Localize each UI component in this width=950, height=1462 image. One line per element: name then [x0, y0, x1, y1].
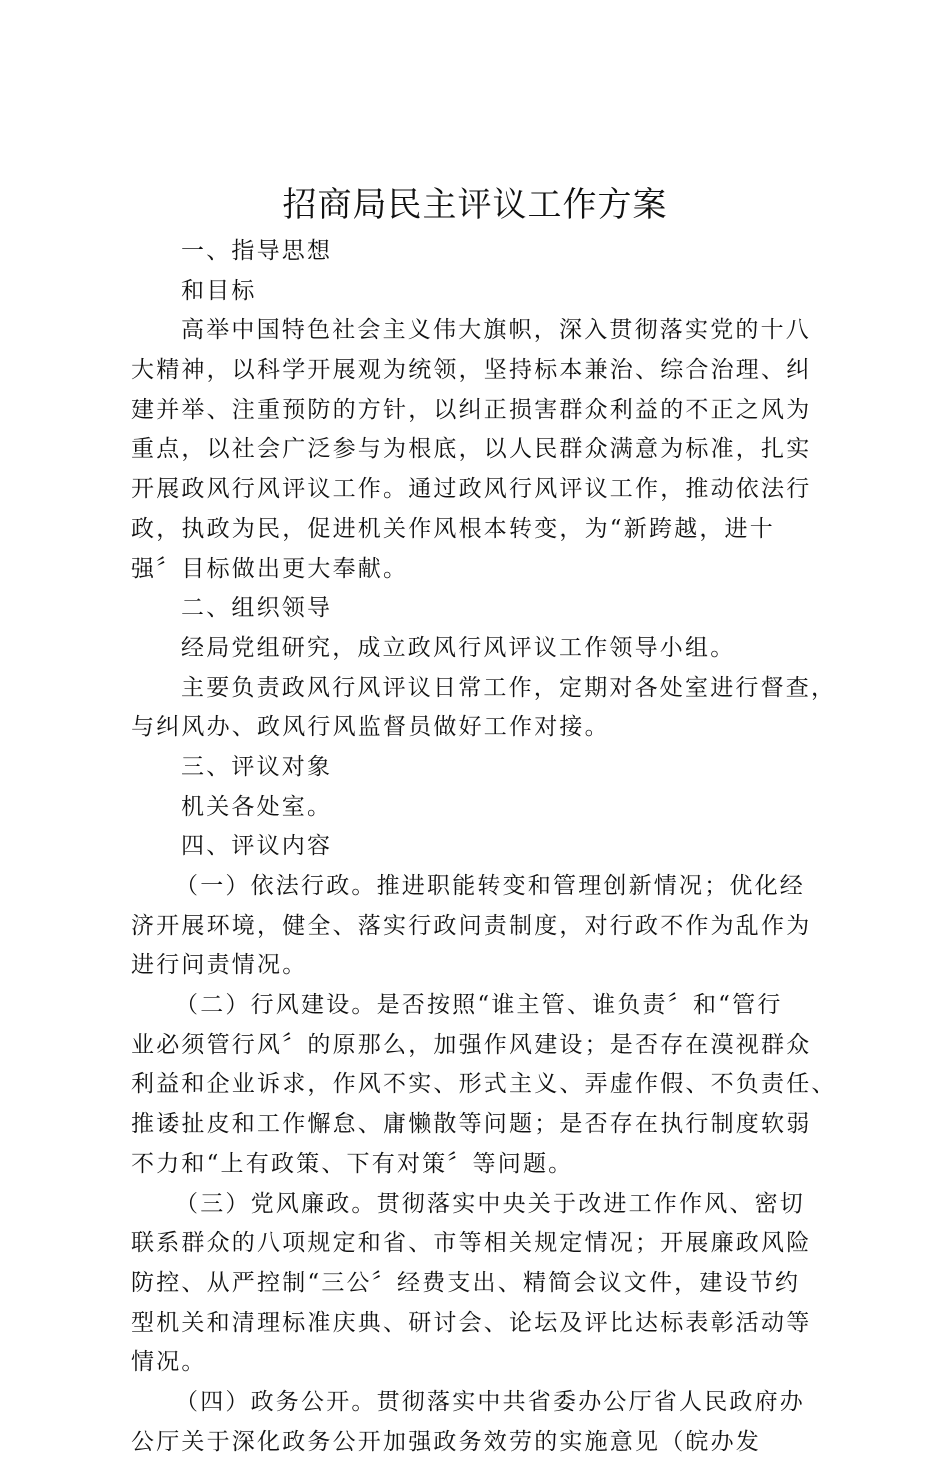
text-line: 强〞目标做出更大奉献。	[131, 555, 409, 582]
text-line: 重点，以社会广泛参与为根底，以人民群众满意为标准，扎实	[131, 436, 812, 463]
document-title: 招商局民主评议工作方案	[282, 185, 668, 225]
text-line: （一）依法行政。推进职能转变和管理创新情况；优化经	[175, 873, 805, 899]
text-line: 业必须管行风〞的原那么，加强作风建设；是否存在漠视群众	[131, 1031, 812, 1058]
text-line: 情况。	[131, 1349, 207, 1376]
text-line: 经局党组研究，成立政风行风评议工作领导小组。	[181, 634, 736, 661]
text-line: 进行问责情况。	[131, 952, 308, 979]
text-line: 开展政风行风评议工作。通过政风行风评议工作，推动依法行	[131, 476, 812, 503]
text-line: 二、组织领导	[181, 595, 333, 622]
text-line: （三）党风廉政。贯彻落实中央关于改进工作作风、密切	[175, 1190, 805, 1217]
text-line: 一、指导思想	[181, 238, 333, 264]
text-line: 不力和“上有政策、下有对策〞等问题。	[131, 1150, 574, 1177]
text-line: 联系群众的八项规定和省、市等相关规定情况；开展廉政风险	[131, 1230, 812, 1257]
text-line: 型机关和清理标准庆典、研讨会、论坛及评比达标表彰活动等	[131, 1309, 812, 1336]
text-line: （四）政务公开。贯彻落实中共省委办公厅省人民政府办	[175, 1388, 805, 1415]
text-line: 与纠风办、政风行风监督员做好工作对接。	[131, 714, 610, 741]
text-line: 四、评议内容	[181, 833, 333, 860]
text-line: 三、评议对象	[181, 753, 333, 780]
text-line: 大精神，以科学开展观为统领，坚持标本兼治、综合治理、纠	[131, 357, 812, 384]
text-line: 利益和企业诉求，作风不实、形式主义、弄虚作假、不负责任、	[131, 1071, 837, 1098]
text-line: 政，执政为民，促进机关作风根本转变，为“新跨越，进十	[131, 515, 775, 542]
text-line: 和目标	[181, 277, 257, 304]
text-line: 防控、从严控制“三公〞经费支出、精简会议文件，建设节约	[131, 1269, 801, 1296]
text-line: 公厅关于深化政务公开加强政务效劳的实施意见（皖办发	[131, 1428, 761, 1455]
text-line: 济开展环境，健全、落实行政问责制度，对行政不作为乱作为	[131, 912, 812, 939]
text-line: 机关各处室。	[181, 793, 333, 820]
text-line: （二）行风建设。是否按照“谁主管、谁负责〞和“管行	[175, 992, 783, 1019]
document-body	[131, 232, 837, 1462]
text-line: 建并举、注重预防的方针，以纠正损害群众利益的不正之风为	[131, 396, 812, 423]
text-line: 主要负责政风行风评议日常工作，定期对各处室进行督查，	[181, 674, 837, 701]
text-line: 高举中国特色社会主义伟大旗帜，深入贯彻落实党的十八	[181, 317, 811, 344]
text-line: 推诿扯皮和工作懈怠、庸懒散等问题；是否存在执行制度软弱	[131, 1111, 812, 1138]
